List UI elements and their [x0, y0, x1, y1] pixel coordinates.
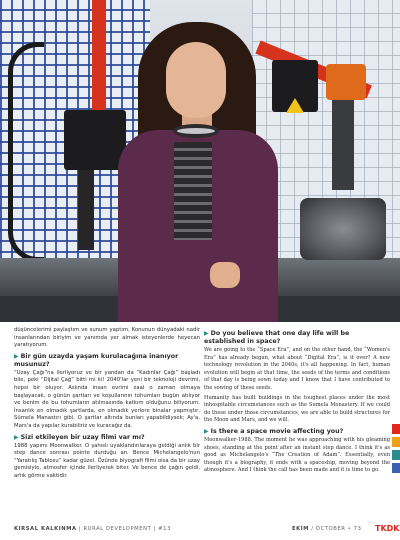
orange-motor: [326, 64, 366, 100]
spindle: [332, 100, 354, 190]
question-heading: [204, 330, 390, 346]
question-text: Sizi etkileyen bir uzay filmi var mı?: [20, 433, 145, 441]
answer-paragraph: Humanity has built buildings in the toughest places under the most inhospitable circumstances such as the Sumela Monastery. If we could do these under those circumstances, we are able to build structures for the Moon and Mars, and we will.: [204, 394, 390, 424]
warning-sign-icon: [286, 98, 304, 113]
question-heading: [14, 353, 200, 369]
person-necklace: [173, 124, 219, 138]
person-striped-top: [174, 142, 212, 240]
footer-issue: | RURAL DEVELOPMENT | #13: [76, 526, 171, 532]
question-heading: [204, 428, 390, 436]
machine-head-left: [64, 110, 126, 170]
english-column: [204, 327, 390, 477]
triangle-bullet-icon: ▶: [204, 427, 209, 435]
person-hand: [210, 262, 240, 288]
tkdk-logo: TKDK: [375, 524, 400, 533]
machine-stem-left: [78, 170, 94, 250]
intro-paragraph: düşüncelerimi paylaştım ve sunum yaptım. Konunun dünyadaki nadir insanlarından biriyim ve yanımda yer almak isteyenlerde heyecan yaratıyorum.: [14, 327, 200, 349]
triangle-bullet-icon: ▶: [204, 330, 209, 337]
triangle-bullet-icon: ▶: [14, 352, 19, 360]
machine-cable: [8, 42, 44, 262]
lathe-chuck: [300, 198, 386, 260]
footer-publication: [14, 526, 171, 532]
question-text: Is there a space movie affecting you?: [210, 427, 344, 435]
triangle-bullet-icon: ▶: [14, 433, 19, 441]
answer-paragraph: 1988 yapımı Moonwalker. O şahıslı uyaklandırılaraya geldiği anlık bir step dance sonrası pointe durduğu an. Bence Michelangelo'nun “Yaratılış Tablosu” kadar güzel. Özünde biyografi filmi olsa da bir uzay gemisiyle, atmosfer içinde ilerliyerek biter. Ve bence de çağın geldi, artık görme vaktidir.: [14, 442, 200, 479]
question-text: Bir gün uzayda yaşam kurulacağına inanıyor musunuz?: [14, 352, 179, 368]
answer-paragraph: “Uzay Çağı”na ilerliyoruz ve bir yandan da “Kadınlar Çağı” başladı bile, peki “Dijital Çağ” bitti mi ki! 2040'lar yeni bir teknoloji devrimi, hepsi bir oluyor. Aslında insan evrimi zaal o zaman olmaya başlayacak, o günün şartları ve koşullarının tohumları bugün atılıyor ve benim de bu tohumların atılmasında katkım olduğunu biliyorum. İnsanlık en olmadık şartlarda, en olmadık yerlere binalar yapmıştır, Sümela Manastırı gibi. O şartlar altında bunları yapabildiysek; Ay'a, Mars'a da yapılar kurabiliriz ve kuracağız da.: [14, 369, 200, 429]
footer-month: EKİM: [292, 526, 310, 532]
answer-paragraph: Moonwalker-1988. The moment he was approaching with his gleaming shoes, standing at the point after an instant step dance. I think it's as good as Michelangelo's “The Creation of Adam”. Essentially, even though it's a biography, it ends with a spaceship, moving beyond the atmosphere. And I think the call has been made and it is time to go.: [204, 436, 390, 474]
question-text: Do you believe that one day life will be established in space?: [204, 330, 350, 345]
turkish-column: [14, 327, 200, 483]
footer-magazine-name: KIRSAL KALKINMA: [14, 526, 77, 532]
robot-arm-left: [92, 0, 106, 110]
question-heading: [14, 434, 200, 442]
side-logo-icon: [392, 424, 400, 484]
footer-date-page: [292, 526, 361, 532]
person-face: [166, 42, 226, 118]
answer-paragraph: We are going to the “Space Era”, and on the other hand, the “Women's Era” has already begun, what about “Digital Era”, is it over? A new technology revolution in the 2040s, it's all happening. In fact, human evolution will begin at that time, the seeds of the terms and conditions of that day is being sown today and I know that I have contributed to the sowing of these seeds.: [204, 347, 390, 391]
page-footer: [0, 524, 400, 540]
footer-page-number: / OCTOBER • 73: [309, 526, 362, 532]
